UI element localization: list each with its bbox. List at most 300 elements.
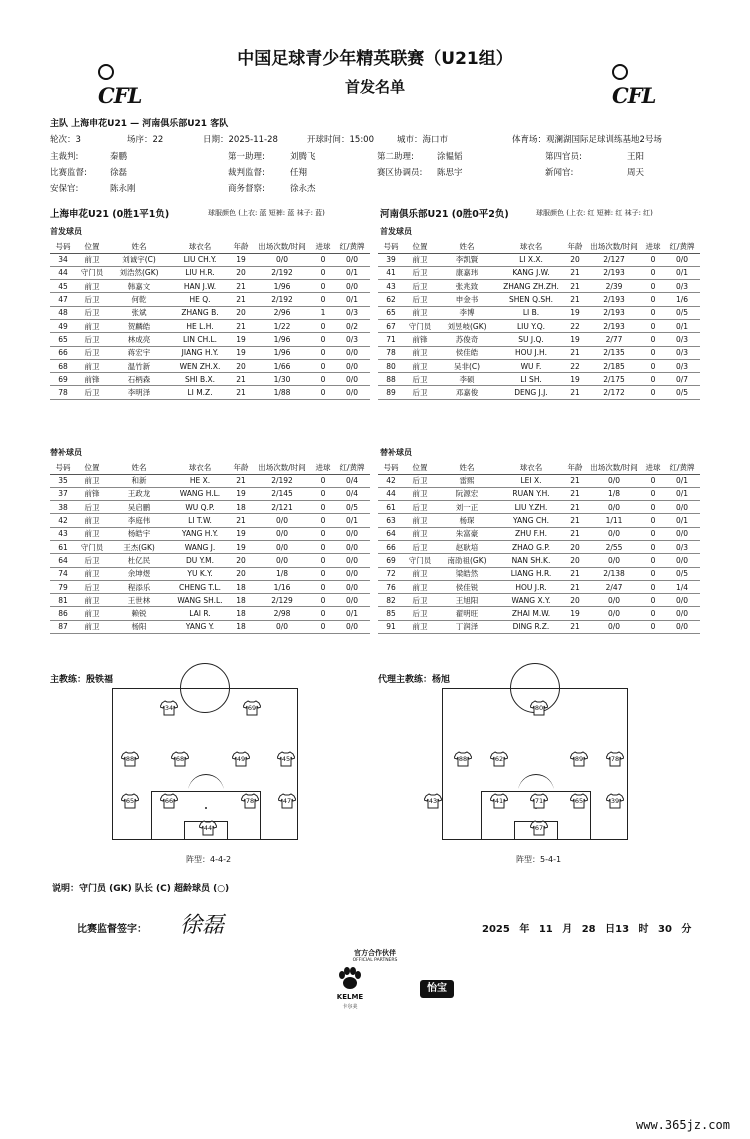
player-cell: 0/5	[664, 567, 700, 580]
player-cell: 43	[50, 527, 76, 540]
player-cell: YANG Y.	[170, 620, 230, 633]
jersey-number: 67	[534, 824, 544, 832]
player-row	[50, 319, 370, 332]
signature-datetime: 2025 年 11 月 28 日13 时 30 分	[482, 924, 692, 935]
column-header: 进球	[312, 240, 334, 253]
jersey-number: 44	[203, 824, 213, 832]
player-cell: 80	[378, 359, 404, 372]
player-cell: 0/0	[334, 359, 370, 372]
player-cell: 0/0	[334, 540, 370, 553]
player-cell: 47	[50, 293, 76, 306]
player-cell: 0/3	[664, 540, 700, 553]
jersey-number: 80	[534, 704, 544, 712]
player-cell: 67	[378, 319, 404, 332]
player-cell: ZHAI M.W.	[498, 607, 564, 620]
player-cell: 0	[642, 333, 664, 346]
player-cell: WANG H.L.	[170, 487, 230, 500]
player-cell: 20	[564, 253, 586, 266]
player-row	[378, 554, 700, 567]
player-row	[378, 540, 700, 553]
jersey-number: 65	[125, 797, 135, 805]
column-header: 姓名	[108, 461, 170, 474]
player-cell: 64	[50, 554, 76, 567]
player-cell: 21	[230, 319, 252, 332]
jersey-number: 71	[534, 797, 544, 805]
player-cell: 18	[230, 620, 252, 633]
player-row	[50, 527, 370, 540]
player-cell: 前卫	[76, 594, 108, 607]
player-cell: LIU Y.Q.	[498, 319, 564, 332]
player-cell: 0/0	[334, 580, 370, 593]
jersey-icon	[278, 793, 296, 809]
player-cell: 刘一正	[436, 501, 498, 514]
venue: 体育场：观澜湖国际足球训练基地2号场	[512, 135, 662, 145]
player-cell: 65	[50, 333, 76, 346]
player-row	[378, 253, 700, 266]
player-cell: WU F.	[498, 359, 564, 372]
player-cell: 0	[642, 501, 664, 514]
player-cell: 李硕	[436, 373, 498, 386]
player-cell: 66	[50, 346, 76, 359]
player-cell: 0/0	[586, 474, 642, 487]
player-cell: 申金书	[436, 293, 498, 306]
player-cell: 0	[642, 567, 664, 580]
player-cell: 王杰(GK)	[108, 540, 170, 553]
player-cell: 20	[564, 594, 586, 607]
column-header: 球衣名	[170, 240, 230, 253]
player-cell: 后卫	[76, 554, 108, 567]
player-cell: 南劭祖(GK)	[436, 554, 498, 567]
player-cell: 42	[50, 514, 76, 527]
home-kit-colors: 球服颜色 (上衣: 蓝 短裤: 蓝 袜子: 蓝)	[208, 209, 325, 217]
away-subs-table	[378, 461, 700, 634]
player-cell: RUAN Y.H.	[498, 487, 564, 500]
player-row	[50, 580, 370, 593]
jersey-number: 65	[574, 797, 584, 805]
column-header: 球衣名	[170, 461, 230, 474]
player-cell: 后卫	[404, 266, 436, 279]
player-cell: 前卫	[76, 527, 108, 540]
player-cell: 0/0	[252, 527, 312, 540]
player-cell: 42	[378, 474, 404, 487]
player-cell: JIANG H.Y.	[170, 346, 230, 359]
player-cell: 18	[230, 501, 252, 514]
player-cell: 91	[378, 620, 404, 633]
jersey-number: 45	[281, 755, 291, 763]
player-cell: 1/30	[252, 373, 312, 386]
home-starters-heading: 首发球员	[50, 227, 82, 236]
player-cell: 2/175	[586, 373, 642, 386]
player-cell: 0/0	[586, 554, 642, 567]
column-header: 位置	[76, 461, 108, 474]
jersey-icon	[490, 751, 508, 767]
player-cell: 21	[564, 580, 586, 593]
player-cell: 0	[642, 487, 664, 500]
player-cell: 和新	[108, 474, 170, 487]
player-cell: LI M.Z.	[170, 386, 230, 399]
player-cell: 2/127	[586, 253, 642, 266]
player-cell: 88	[378, 373, 404, 386]
player-cell: 21	[564, 280, 586, 293]
penalty-spot	[205, 807, 207, 809]
player-cell: 19	[230, 540, 252, 553]
jersey-number: 68	[175, 755, 185, 763]
player-row	[50, 514, 370, 527]
player-cell: 0	[642, 514, 664, 527]
player-cell: 85	[378, 607, 404, 620]
player-cell: 0/0	[586, 594, 642, 607]
match-date: 日期：2025-11-28	[203, 135, 278, 145]
player-cell: DING R.Z.	[498, 620, 564, 633]
player-cell: WANG X.Y.	[498, 594, 564, 607]
player-cell: LI X.X.	[498, 253, 564, 266]
player-cell: 20	[230, 554, 252, 567]
column-header: 年龄	[230, 240, 252, 253]
player-cell: 0/3	[334, 333, 370, 346]
player-row	[378, 293, 700, 306]
player-cell: 44	[50, 266, 76, 279]
official-name: 任翔	[290, 168, 308, 178]
player-cell: 2/192	[252, 293, 312, 306]
jersey-number: 89	[574, 755, 584, 763]
player-cell: 63	[378, 514, 404, 527]
player-cell: 石柄森	[108, 373, 170, 386]
player-cell: LEI X.	[498, 474, 564, 487]
player-cell: 前卫	[404, 514, 436, 527]
player-cell: 李博	[436, 306, 498, 319]
jersey-number: 39	[610, 797, 620, 805]
player-cell: 前卫	[76, 514, 108, 527]
player-cell: 0	[312, 487, 334, 500]
player-cell: 0/0	[586, 607, 642, 620]
player-cell: 前锋	[76, 487, 108, 500]
player-cell: 21	[230, 386, 252, 399]
player-cell: 0/0	[334, 527, 370, 540]
player-cell: 35	[50, 474, 76, 487]
player-cell: HOU J.R.	[498, 580, 564, 593]
player-cell: LAI R.	[170, 607, 230, 620]
player-row	[50, 594, 370, 607]
player-cell: NAN SH.K.	[498, 554, 564, 567]
player-cell: LIU CH.Y.	[170, 253, 230, 266]
official-name: 秦鹏	[110, 152, 128, 162]
player-cell: 0/0	[664, 594, 700, 607]
player-cell: ZHANG ZH.ZH.	[498, 280, 564, 293]
player-cell: 后卫	[404, 280, 436, 293]
player-row	[378, 333, 700, 346]
player-cell: 78	[378, 346, 404, 359]
official-label: 第一助理:	[228, 152, 265, 162]
player-cell: 0	[312, 359, 334, 372]
official-label: 裁判监督:	[228, 168, 265, 178]
player-cell: SHI B.X.	[170, 373, 230, 386]
player-cell: 0/1	[664, 487, 700, 500]
player-cell: 0	[642, 359, 664, 372]
player-cell: 1/8	[586, 487, 642, 500]
player-cell: 0/3	[664, 280, 700, 293]
official-label: 商务督察:	[228, 184, 265, 194]
player-row	[50, 253, 370, 266]
column-header: 红/黄牌	[664, 240, 700, 253]
player-cell: 前卫	[404, 253, 436, 266]
jersey-number: 66	[164, 797, 174, 805]
player-cell: 后卫	[404, 474, 436, 487]
player-cell: 后卫	[404, 501, 436, 514]
player-cell: 76	[378, 580, 404, 593]
away-subs-heading: 替补球员	[380, 448, 412, 457]
player-cell: 0/7	[664, 373, 700, 386]
player-cell: 0	[312, 567, 334, 580]
player-cell: 1/16	[252, 580, 312, 593]
player-cell: 0/0	[252, 554, 312, 567]
player-cell: 贺麟皓	[108, 319, 170, 332]
player-cell: 张斌	[108, 306, 170, 319]
player-cell: 林成亮	[108, 333, 170, 346]
column-header: 球衣名	[498, 240, 564, 253]
player-cell: 0/0	[334, 373, 370, 386]
player-row	[378, 567, 700, 580]
player-cell: 0/5	[664, 306, 700, 319]
player-cell: 0/0	[586, 620, 642, 633]
player-cell: 18	[230, 607, 252, 620]
cbest-logo: 怡宝	[420, 980, 454, 998]
cfl-logo-left: CFL	[98, 58, 158, 84]
player-cell: 张兆致	[436, 280, 498, 293]
player-cell: CHENG T.L.	[170, 580, 230, 593]
player-cell: 61	[50, 540, 76, 553]
column-header: 年龄	[564, 461, 586, 474]
player-cell: 杨皓宇	[108, 527, 170, 540]
player-cell: 0	[312, 280, 334, 293]
jersey-icon	[160, 700, 178, 716]
player-row	[378, 501, 700, 514]
player-cell: 0/0	[334, 386, 370, 399]
player-cell: 20	[230, 306, 252, 319]
player-cell: YU K.Y.	[170, 567, 230, 580]
player-cell: 0/0	[334, 280, 370, 293]
player-cell: 1/6	[664, 293, 700, 306]
column-header: 位置	[404, 461, 436, 474]
player-cell: 0	[312, 580, 334, 593]
player-row	[378, 514, 700, 527]
player-cell: WEN ZH.X.	[170, 359, 230, 372]
teams-line: 主队 上海申花U21 — 河南俱乐部U21 客队	[50, 119, 229, 129]
column-header: 进球	[312, 461, 334, 474]
player-cell: 72	[378, 567, 404, 580]
player-cell: 0	[642, 280, 664, 293]
player-cell: 20	[564, 540, 586, 553]
player-cell: 杨琛	[436, 514, 498, 527]
player-cell: 2/193	[586, 293, 642, 306]
player-cell: 刘昱岐(GK)	[436, 319, 498, 332]
player-cell: 48	[50, 306, 76, 319]
official-label: 第四官员:	[545, 152, 582, 162]
player-cell: 1/96	[252, 280, 312, 293]
player-cell: 2/192	[252, 266, 312, 279]
player-cell: 19	[230, 487, 252, 500]
player-cell: 2/172	[586, 386, 642, 399]
column-header: 姓名	[436, 461, 498, 474]
player-cell: 0	[312, 319, 334, 332]
watermark: www.365jz.com	[636, 1118, 730, 1132]
player-cell: 19	[564, 373, 586, 386]
player-cell: 22	[564, 319, 586, 332]
jersey-icon	[570, 751, 588, 767]
player-cell: 0/4	[334, 474, 370, 487]
player-cell: 前卫	[404, 359, 436, 372]
player-cell: 0/1	[334, 607, 370, 620]
player-cell: 0/3	[664, 359, 700, 372]
player-cell: HE L.H.	[170, 319, 230, 332]
player-cell: ZHU F.H.	[498, 527, 564, 540]
player-cell: 0	[312, 333, 334, 346]
player-cell: 苏俊奇	[436, 333, 498, 346]
player-cell: 后卫	[404, 386, 436, 399]
player-cell: 0	[312, 373, 334, 386]
player-cell: 0	[642, 319, 664, 332]
player-cell: 丁润泽	[436, 620, 498, 633]
player-cell: 79	[50, 580, 76, 593]
player-cell: 0/0	[334, 620, 370, 633]
player-cell: 2/129	[252, 594, 312, 607]
player-cell: DU Y.M.	[170, 554, 230, 567]
player-cell: 0	[312, 607, 334, 620]
away-formation-pitch	[428, 688, 628, 840]
official-label: 安保官:	[50, 184, 79, 194]
player-cell: 89	[378, 386, 404, 399]
player-cell: 守门员	[76, 540, 108, 553]
player-cell: 18	[230, 594, 252, 607]
player-cell: 19	[564, 306, 586, 319]
player-cell: 21	[230, 280, 252, 293]
player-row	[378, 386, 700, 399]
player-cell: 前锋	[404, 333, 436, 346]
player-cell: 0	[312, 620, 334, 633]
jersey-icon	[530, 820, 548, 836]
player-cell: 刘诚宇(C)	[108, 253, 170, 266]
player-cell: 0/0	[252, 620, 312, 633]
player-cell: 0/4	[334, 487, 370, 500]
player-cell: 0	[312, 474, 334, 487]
player-cell: 李凯賢	[436, 253, 498, 266]
player-cell: 65	[378, 306, 404, 319]
player-cell: 余坤煜	[108, 567, 170, 580]
player-cell: 0/1	[334, 266, 370, 279]
home-subs-table	[50, 461, 370, 634]
player-cell: 37	[50, 487, 76, 500]
jersey-icon	[121, 793, 139, 809]
player-row	[50, 346, 370, 359]
player-cell: 0/0	[334, 567, 370, 580]
official-label: 主裁判:	[50, 152, 79, 162]
player-cell: LI T.W.	[170, 514, 230, 527]
player-cell: 后卫	[76, 501, 108, 514]
player-row	[378, 527, 700, 540]
column-header: 号码	[378, 240, 404, 253]
player-cell: 程添乐	[108, 580, 170, 593]
player-cell: HE X.	[170, 474, 230, 487]
player-cell: 0	[312, 501, 334, 514]
player-cell: 后卫	[76, 386, 108, 399]
player-cell: 21	[564, 514, 586, 527]
player-cell: 1/22	[252, 319, 312, 332]
player-cell: 0/0	[586, 501, 642, 514]
page-title: 中国足球青少年精英联赛（U21组）	[237, 49, 513, 69]
player-row	[378, 474, 700, 487]
center-circle	[180, 663, 230, 713]
match-number: 场序：22	[127, 135, 164, 145]
player-cell: 19	[230, 527, 252, 540]
player-row	[378, 487, 700, 500]
player-cell: 王世林	[108, 594, 170, 607]
player-cell: 后卫	[404, 293, 436, 306]
player-cell: 康嘉玮	[436, 266, 498, 279]
player-cell: 19	[564, 333, 586, 346]
player-row	[50, 333, 370, 346]
player-cell: 前卫	[76, 319, 108, 332]
jersey-number: 62	[494, 755, 504, 763]
player-cell: YANG H.Y.	[170, 527, 230, 540]
column-header: 年龄	[564, 240, 586, 253]
player-cell: 吴非(C)	[436, 359, 498, 372]
jersey-number: 41	[494, 797, 504, 805]
player-cell: 21	[230, 293, 252, 306]
column-header: 位置	[404, 240, 436, 253]
player-cell: 守门员	[76, 266, 108, 279]
partners-title: 官方合作伙伴	[354, 949, 396, 957]
player-cell: 0	[312, 253, 334, 266]
player-cell: 2/39	[586, 280, 642, 293]
player-row	[50, 487, 370, 500]
player-cell: 翟明旺	[436, 607, 498, 620]
player-cell: 22	[564, 359, 586, 372]
player-cell: 2/192	[252, 474, 312, 487]
player-cell: 王政龙	[108, 487, 170, 500]
column-header: 红/黄牌	[334, 461, 370, 474]
column-header: 姓名	[436, 240, 498, 253]
player-cell: WU Q.P.	[170, 501, 230, 514]
player-cell: 0/0	[586, 527, 642, 540]
column-header: 出场次数/时间	[586, 461, 642, 474]
player-cell: LI B.	[498, 306, 564, 319]
player-row	[378, 306, 700, 319]
official-name: 周天	[627, 168, 645, 178]
jersey-icon	[171, 751, 189, 767]
player-cell: 21	[230, 514, 252, 527]
player-cell: 18	[230, 580, 252, 593]
home-starters-table	[50, 240, 370, 400]
player-cell: 61	[378, 501, 404, 514]
player-cell: HAN J.W.	[170, 280, 230, 293]
player-cell: 1/11	[586, 514, 642, 527]
player-cell: 0	[312, 386, 334, 399]
away-coach: 代理主教练：杨旭	[378, 675, 451, 685]
player-cell: 71	[378, 333, 404, 346]
player-cell: 2/135	[586, 346, 642, 359]
player-cell: 0/0	[252, 514, 312, 527]
player-cell: 阮源宏	[436, 487, 498, 500]
player-cell: 69	[378, 554, 404, 567]
player-cell: 2/193	[586, 266, 642, 279]
player-row	[378, 280, 700, 293]
player-cell: 0/0	[334, 253, 370, 266]
column-header: 红/黄牌	[664, 461, 700, 474]
column-header: 号码	[50, 240, 76, 253]
official-name: 陈思宇	[437, 168, 463, 178]
player-cell: 0	[642, 293, 664, 306]
player-cell: 0	[312, 346, 334, 359]
player-row	[50, 567, 370, 580]
